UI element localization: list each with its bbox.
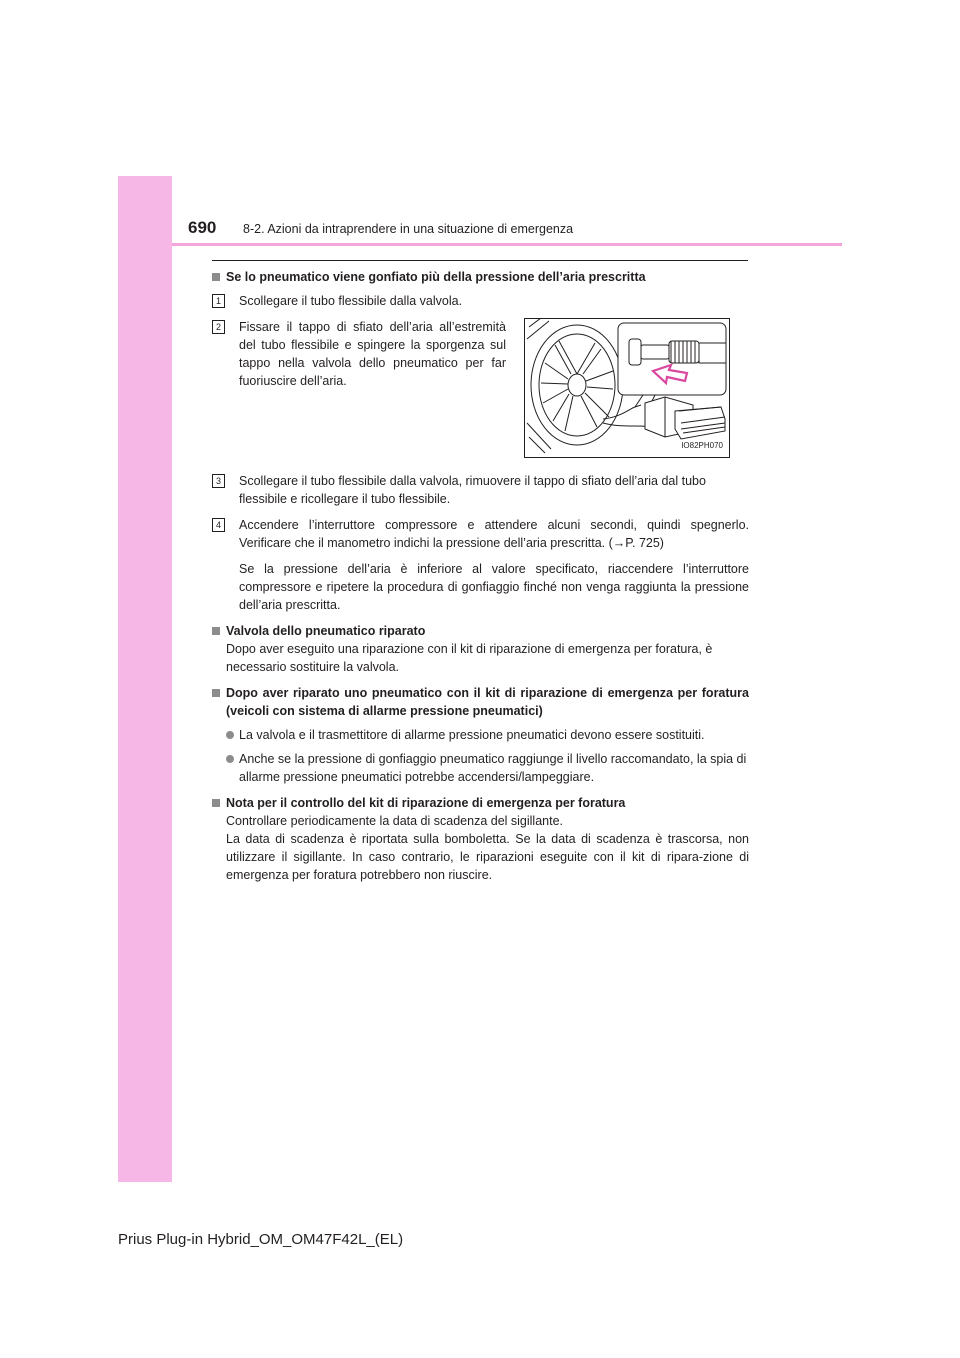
square-bullet-icon xyxy=(212,273,220,281)
round-bullet-icon xyxy=(226,731,234,739)
step-text: Scollegare il tubo flessibile dalla valvola, rimuovere il tappo di sfiato dell’aria dal tubo flessibile e ricollegare il tubo flessibile. xyxy=(239,474,706,506)
step-text: Fissare il tappo di sfiato dell’aria all’estremità del tubo flessibile e spingere la sporgenza sul tappo nella valvola dello pneumatico per far fuoriuscire dell’aria. xyxy=(239,320,506,388)
tire-valve-illustration xyxy=(524,318,730,458)
heading-text: Nota per il controllo del kit di riparazione di emergenza per foratura xyxy=(226,796,626,810)
step-number-badge: 2 xyxy=(212,320,225,334)
square-bullet-icon xyxy=(212,799,220,807)
step-text: Scollegare il tubo flessibile dalla valvola. xyxy=(239,294,463,308)
step-item xyxy=(212,318,506,390)
figure-code: IO82PH070 xyxy=(681,441,723,450)
page-number: 690 xyxy=(188,218,217,237)
subsection-heading xyxy=(212,268,749,286)
header-rule xyxy=(172,243,842,246)
step-number-badge: 1 xyxy=(212,294,225,308)
side-accent-band xyxy=(118,176,172,1182)
step-item xyxy=(212,472,749,508)
bullet-text: La valvola e il trasmettitore di allarme pressione pneumatici devono essere sostituiti. xyxy=(239,728,705,742)
step-item xyxy=(212,292,749,310)
step-note: Se la pressione dell’aria è inferiore al valore specificato, riaccendere l’interruttore compressore e ripetere la procedura di gonfiaggio finché non venga raggiunta la pressione dell’aria prescritta. xyxy=(239,562,749,612)
step-number-badge: 3 xyxy=(212,474,225,488)
step-item xyxy=(212,516,749,552)
round-bullet-icon xyxy=(226,755,234,763)
subsection-heading xyxy=(212,684,749,720)
main-content xyxy=(212,268,749,884)
subsection-heading xyxy=(212,622,749,640)
paragraph: La data di scadenza è riportata sulla bomboletta. Se la data di scadenza è trascorsa, non utilizzare il sigillante. In caso contrario, le riparazioni eseguite con il kit di ripara-zione di emergenza per foratura potrebbero non riuscire. xyxy=(226,832,749,882)
subsection-heading xyxy=(212,794,749,812)
step-text: Accendere l’interruttore compressore e attendere alcuni secondi, quindi spegnerlo. Verificare che il manometro indichi la pressione dell’aria prescritta. (→P. 725) xyxy=(239,518,749,550)
bullet-item xyxy=(212,726,749,744)
step-number-badge: 4 xyxy=(212,518,225,532)
heading-text: Valvola dello pneumatico riparato xyxy=(226,624,426,638)
content-top-rule xyxy=(212,260,748,261)
square-bullet-icon xyxy=(212,627,220,635)
footer-model-code: Prius Plug-in Hybrid_OM_OM47F42L_(EL) xyxy=(118,1231,404,1248)
heading-text: Dopo aver riparato uno pneumatico con il kit di riparazione di emergenza per foratura (veicoli con sistema di allarme pressione pneumatici) xyxy=(226,686,749,718)
bullet-item xyxy=(212,750,749,786)
paragraph: Controllare periodicamente la data di scadenza del sigillante. xyxy=(226,814,564,828)
paragraph: Dopo aver eseguito una riparazione con il kit di riparazione di emergenza per foratura, è necessario sostituire la valvola. xyxy=(226,642,713,674)
bullet-text: Anche se la pressione di gonfiaggio pneumatico raggiunge il livello raccomandato, la spia di allarme pressione pneumatici potrebbe accendersi/lampeggiare. xyxy=(239,752,747,784)
step-with-figure xyxy=(212,318,749,458)
section-title: 8-2. Azioni da intraprendere in una situazione di emergenza xyxy=(243,222,574,236)
heading-text: Se lo pneumatico viene gonfiato più della pressione dell’aria prescritta xyxy=(226,270,646,284)
square-bullet-icon xyxy=(212,689,220,697)
